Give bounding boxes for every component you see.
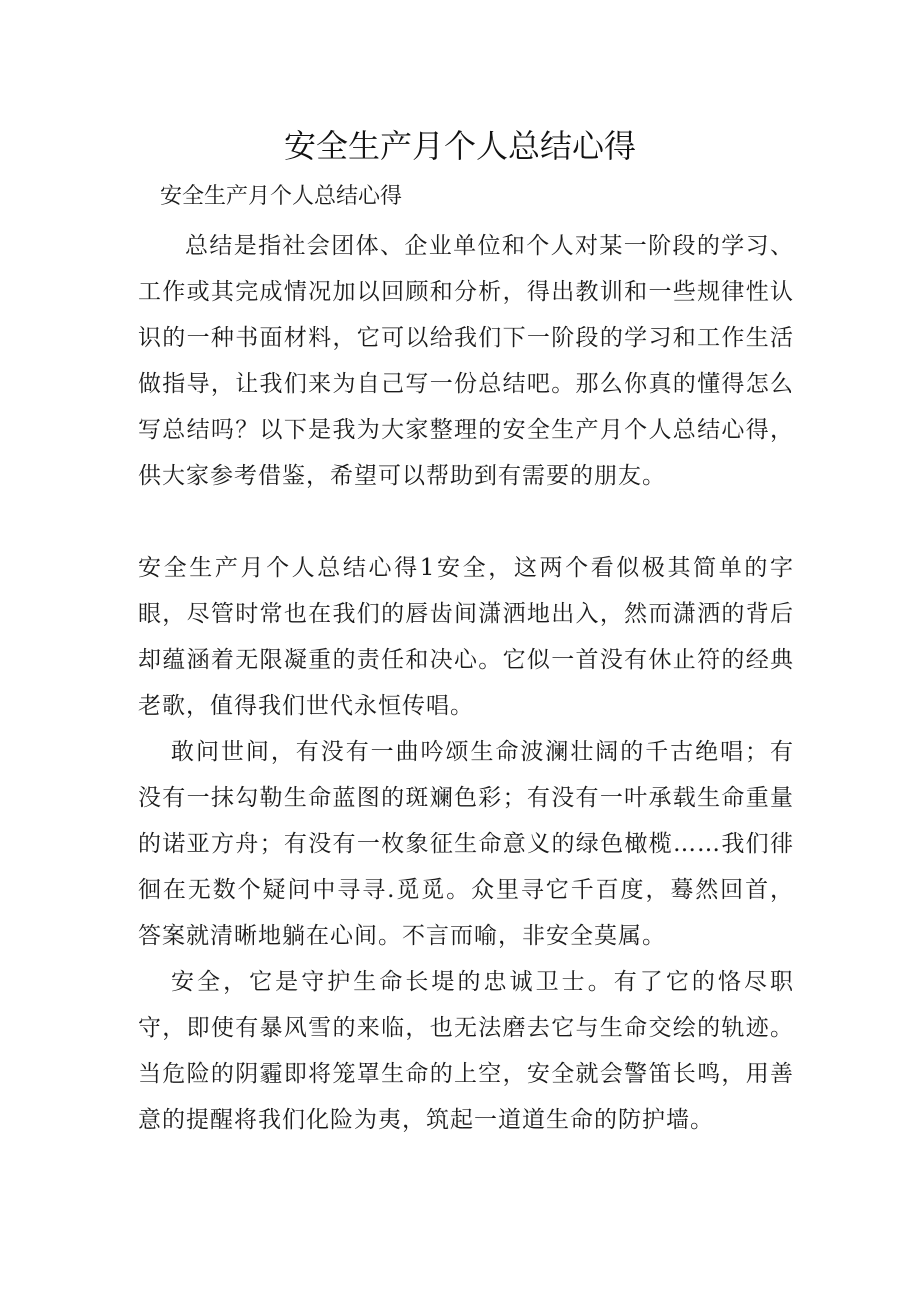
intro-paragraph: 总结是指社会团体、企业单位和个人对某一阶段的学习、工作或其完成情况加以回顾和分析，得出教训和一些规律性认识的一种书面材料，它可以给我们下一阶段的学习和工作生活做指导，让我们来为自己写一份总结吧。那么你真的懂得怎么写总结吗？以下是我为大家整理的安全生产月个人总结心得，供大家参考借鉴，希望可以帮助到有需要的朋友。 [138, 233, 794, 489]
document-subtitle: 安全生产月个人总结心得 [160, 184, 403, 209]
paragraph-2: 敢问世间，有没有一曲吟颂生命波澜壮阔的千古绝唱；有没有一抹勾勒生命蓝图的斑斓色彩；有没有一叶承载生命重量的诺亚方舟；有没有一枚象征生命意义的绿色橄榄……我们徘徊在无数个疑问中寻寻.觅觅。众里寻它千百度，蓦然回首，答案就清晰地躺在心间。不言而喻，非安全莫属。 [138, 739, 794, 949]
document-title: 安全生产月个人总结心得 [283, 127, 636, 165]
paragraph-3: 安全，它是守护生命长堤的忠诚卫士。有了它的恪尽职守，即使有暴风雪的来临，也无法磨去它与生命交绘的轨迹。当危险的阴霾即将笼罩生命的上空，安全就会警笛长鸣，用善意的提醒将我们化险为夷，筑起一道道生命的防护墙。 [138, 969, 794, 1133]
paragraph-1: 安全生产月个人总结心得1安全，这两个看似极其简单的字眼，尽管时常也在我们的唇齿间潇洒地出入，然而潇洒的背后却蕴涵着无限凝重的责任和决心。它似一首没有休止符的经典老歌，值得我们世代永恒传唱。 [138, 555, 794, 719]
